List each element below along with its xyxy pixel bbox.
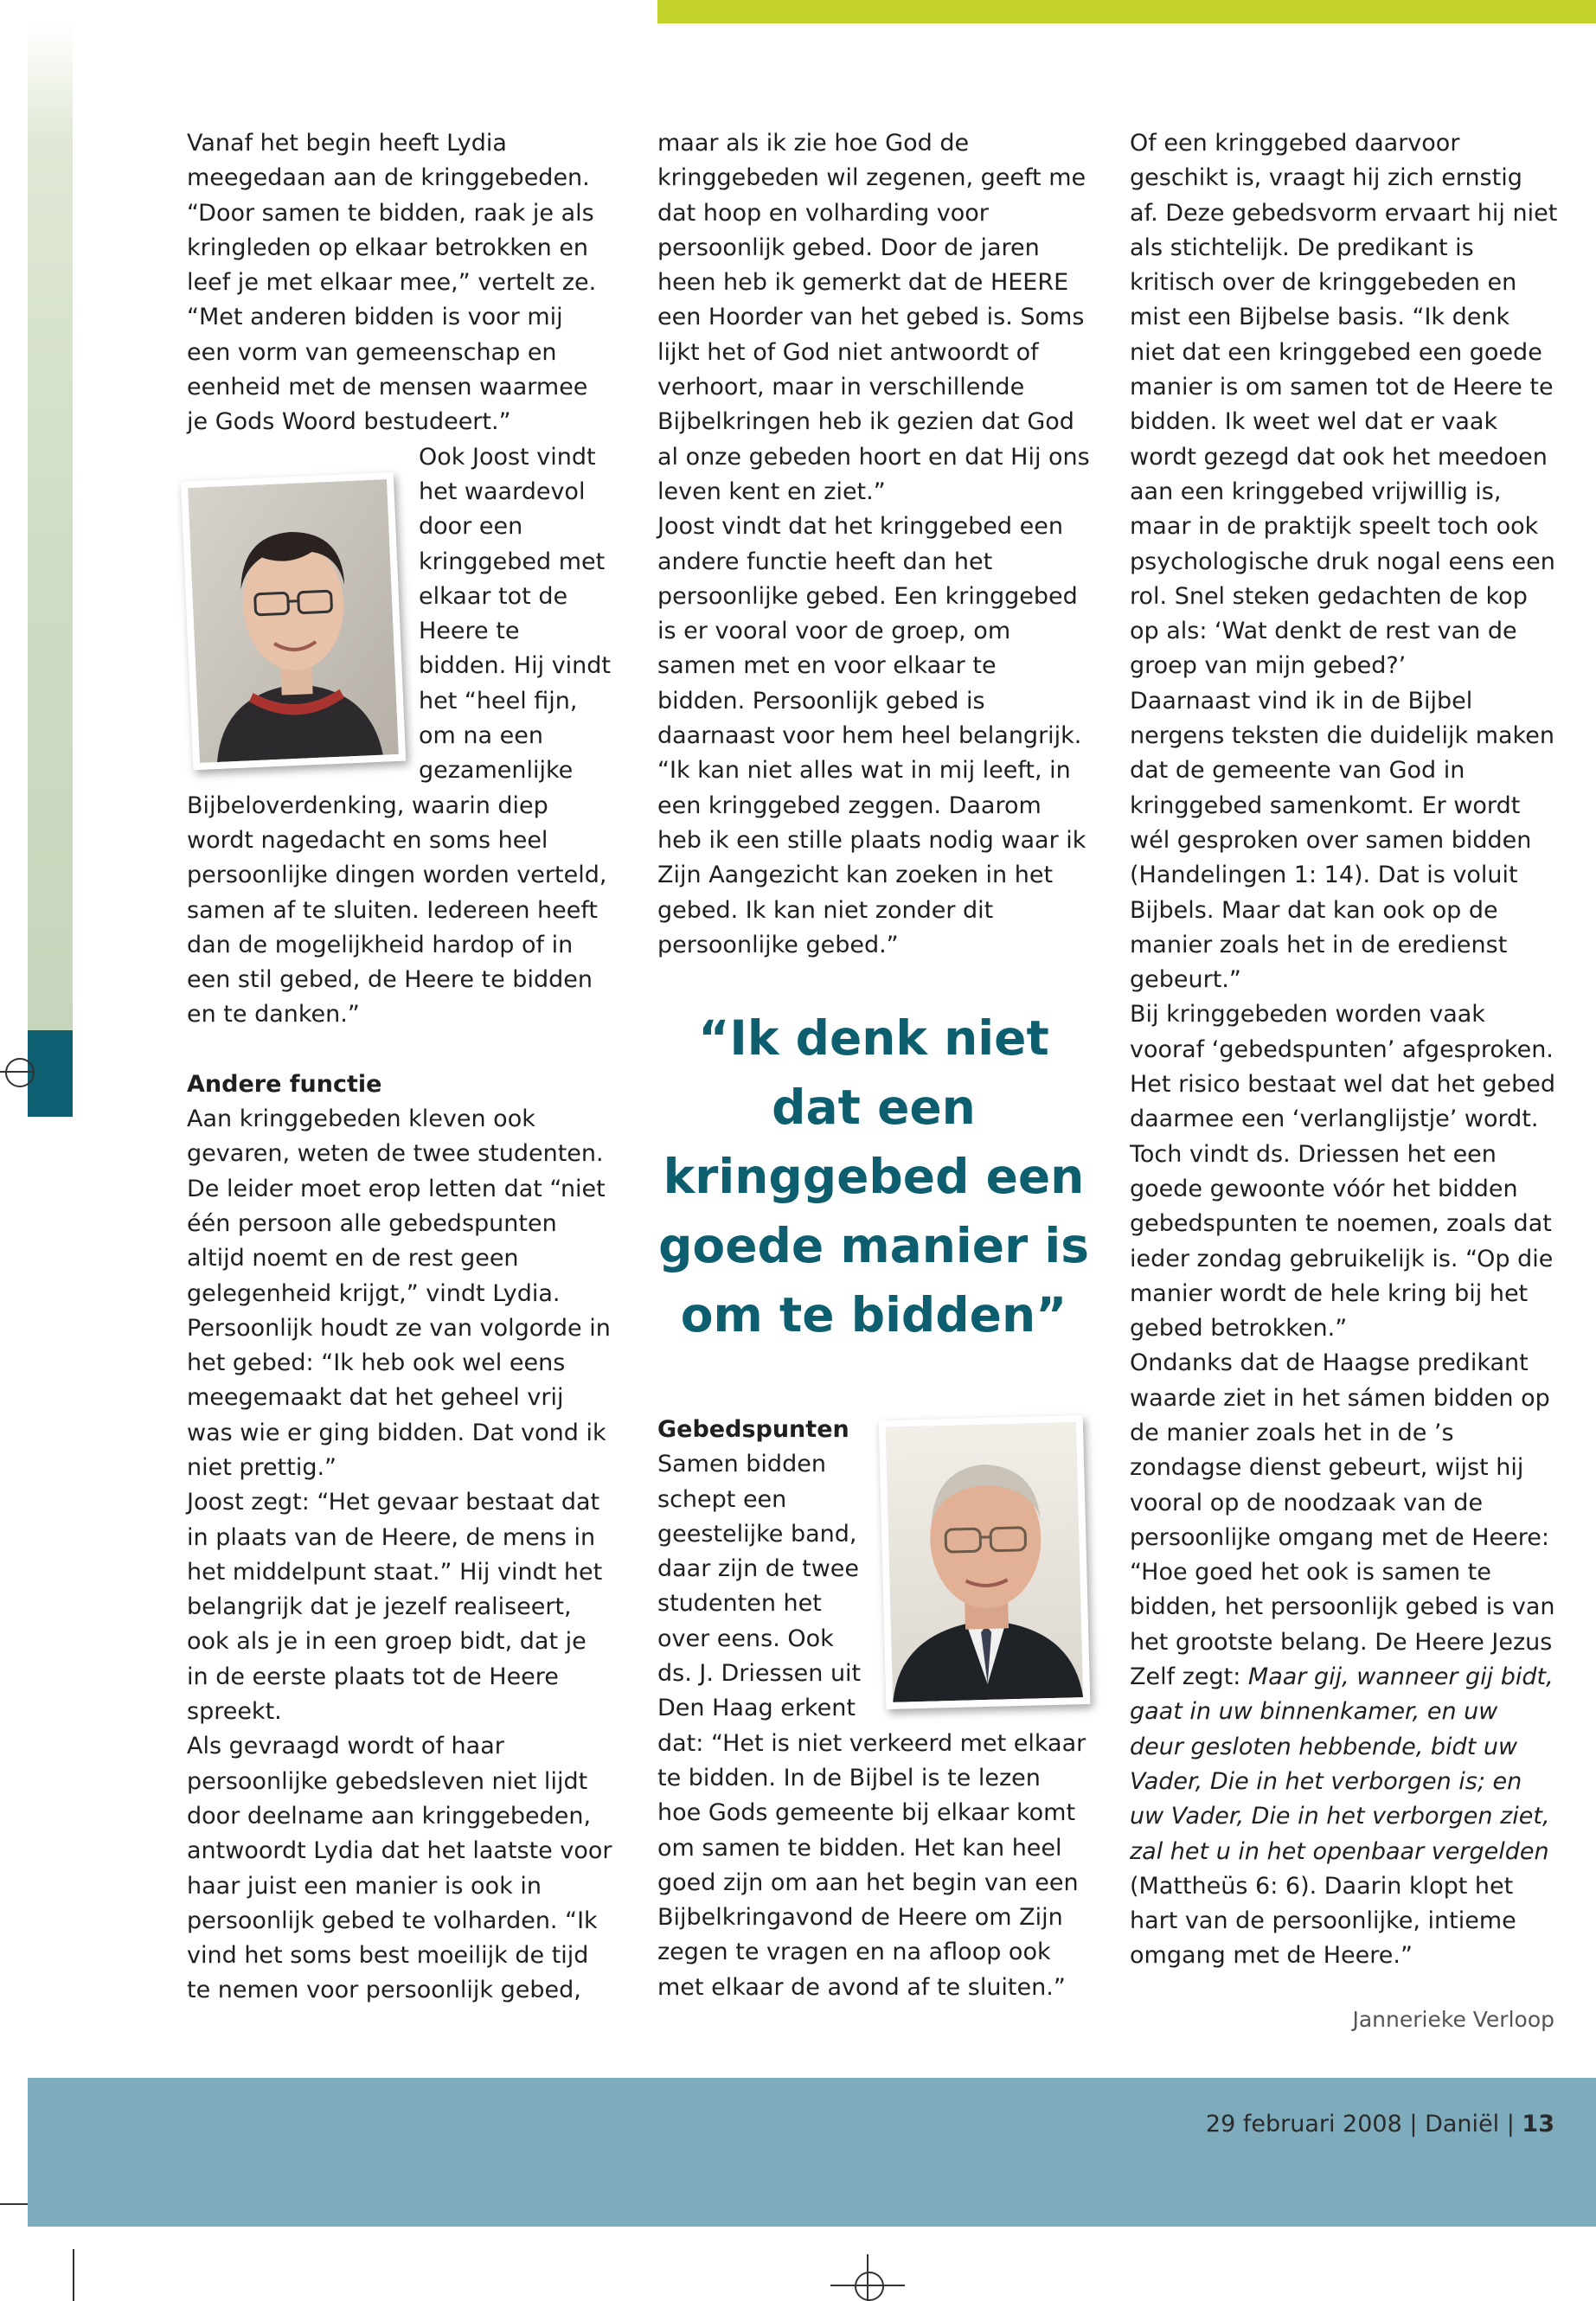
section-heading: Gebedspunten (657, 1416, 849, 1443)
article-column-3 (1130, 126, 1558, 1974)
top-accent-bar (657, 0, 1596, 23)
bible-quote: Maar gij, wanneer gij bidt, gaat in uw binnenkamer, en uw deur gesloten hebbende, bidt uw Vader, Die in het verborgen is; en uw Vader, Die in het verborgen ziet, zal het u in het openbaar vergelden (1130, 1663, 1554, 1865)
paragraph: Bij kringgebeden worden vaak vooraf ‘gebedspunten’ afgesproken. Het risico bestaat wel dat het gebed daarmee een ‘verlanglijstje’ wordt. Toch vindt ds. Driessen het een goede gewoonte vóór het bidden gebedspunten te noemen, zoals dat ieder zondag gebruikelijk is. “Op die manier wordt de hele kring bij het gebed betrokken.” (1130, 1001, 1556, 1343)
paragraph: maar als ik zie hoe God de kringgebeden wil zegenen, geeft me dat hoop en volharding voor persoonlijk gebed. Door de jaren heen heb ik gemerkt dat de HEERE een Hoorder van het gebed is. Soms lijkt het of God niet antwoordt of verhoort, maar in verschillende Bijbelkringen heb ik gezien dat God al onze gebeden hoort en dat Hij ons leven kent en ziet.” (657, 130, 1090, 505)
crop-mark (0, 2203, 28, 2205)
crop-mark (73, 2249, 74, 2301)
footer-folio (1206, 2111, 1554, 2138)
article-column-2 (657, 126, 1090, 963)
driessen-photo (879, 1415, 1091, 1709)
crop-mark (0, 1071, 35, 1073)
paragraph (1130, 1346, 1558, 1973)
separator: | (1409, 2111, 1418, 2138)
paragraph: Daarnaast vind ik in de Bijbel nergens teksten die duidelijk maken dat de gemeente van God in kringgebed samenkomt. Er wordt wél gesproken over samen bidden (Handelingen 1: 14). Dat is voluit Bijbels. Maar dat kan ook op de manier zoals het in de eredienst gebeurt.” (1130, 687, 1554, 994)
article-column-2-lower (657, 1413, 1090, 2005)
pull-quote: “Ik denk niet dat een kringgebed een goede manier is om te bidden” (658, 1010, 1089, 1343)
article-column-1 (187, 126, 612, 2009)
crop-mark (867, 2254, 869, 2301)
paragraph-text: Ondanks dat de Haagse predikant waarde ziet in het sámen bidden op de manier zoals het in de ’s zondagse dienst gebeurt, wijst hij vooral op de noodzaak van de persoonlijke omgang met de Heere: “Hoe goed het ook is samen te bidden, het persoonlijk gebed is van het grootste belang. De Heere Jezus Zelf zegt: (1130, 1349, 1555, 1691)
paragraph: Joost zegt: “Het gevaar bestaat dat in plaats van de Heere, de mens in het middelpunt staat.” Hij vindt het belangrijk dat je jezelf realiseert, ook als je in een groep bidt, dat je in de eerste plaats tot de Heere spreekt. (187, 1489, 603, 1726)
footer-band (28, 2078, 1596, 2227)
paragraph: Samen bidden schept een geestelijke band, daar zijn de twee studenten het over eens. Ook ds. J. Driessen uit Den Haag erkent dat: “Het is niet verkeerd met elkaar te bidden. In de Bijbel is te lezen hoe Gods gemeente bij elkaar komt om samen te bidden. Het kan heel goed zijn om aan het begin van een Bijbelkringavond de Heere om Zijn zegen te vragen en na afloop ook met elkaar de avond af te sluiten.” (657, 1451, 1086, 2001)
separator: | (1506, 2111, 1515, 2138)
paragraph: Of een kringgebed daarvoor geschikt is, vraagt hij zich ernstig af. Deze gebedsvorm ervaart hij niet als stichtelijk. De predikant is kritisch over de kringgebeden en mist een Bijbelse basis. “Ik denk niet dat een kringgebed een goede manier is om samen tot de Heere te bidden. Ik weet wel dat er vaak wordt gezegd dat ook het meedoen aan een kringgebed vrijwillig is, maar in de praktijk speelt toch ook psychologische druk nogal eens een rol. Snel steken gedachten de kop op als: ‘Wat denkt de rest van de groep van mijn gebed?’ (1130, 130, 1558, 680)
sidebar-gradient-strip (28, 24, 73, 1030)
paragraph: Vanaf het begin heeft Lydia meegedaan aan de kringgebeden. “Door samen te bidden, raak je als kringleden op elkaar betrokken en leef je met elkaar mee,” vertelt ze. “Met anderen bidden is voor mij een vorm van gemeenschap en eenheid met de mensen waarmee je Gods Woord bestudeert.” (187, 130, 597, 436)
driessen-portrait-icon (886, 1422, 1083, 1702)
magazine-name: Daniël (1425, 2111, 1500, 2138)
paragraph-text: (Mattheüs 6: 6). Daarin klopt het hart van de persoonlijke, intieme omgang met de Heere.” (1130, 1872, 1516, 1970)
registration-mark-bottom (855, 2272, 884, 2301)
paragraph: Ook Joost vindt het waardevol door een kringgebed met elkaar tot de Heere te bidden. Hij vindt het “heel fijn, om na een gezamenlijke Bijbeloverdenking, waarin diep wordt nagedacht en soms heel persoonlijke dingen worden verteld, samen af te sluiten. Iedereen heeft dan de mogelijkheid hardop of in een stil gebed, de Heere te bidden en te danken.” (187, 443, 612, 1029)
joost-portrait-icon (188, 479, 399, 763)
paragraph: Aan kringgebeden kleven ook gevaren, weten de twee studenten. De leider moet erop letten dat “niet één persoon alle gebedspunten altijd noemt en de rest geen gelegenheid krijgt,” vindt Lydia. Persoonlijk houdt ze van volgorde in het gebed: “Ik heb ook wel eens meegemaakt dat het geheel vrij was wie er ging bidden. Dat vond ik niet prettig.” (187, 1106, 611, 1481)
paragraph: Joost vindt dat het kringgebed een andere functie heeft dan het persoonlijke gebed. Een kringgebed is er vooral voor de groep, om samen met en voor elkaar te bidden. Persoonlijk gebed is daarnaast voor hem heel belangrijk. “Ik kan niet alles wat in mij leeft, in een kringgebed zeggen. Daarom heb ik een stille plaats nodig waar ik Zijn Aangezicht kan zoeken in het gebed. Ik kan niet zonder dit persoonlijke gebed.” (657, 513, 1086, 958)
joost-photo (181, 471, 406, 769)
issue-date: 29 februari 2008 (1205, 2111, 1402, 2138)
paragraph: Als gevraagd wordt of haar persoonlijke gebedsleven niet lijdt door deelname aan kringgebeden, antwoordt Lydia dat het laatste voor haar juist een manier is ook in persoonlijk gebed te volharden. “Ik vind het soms best moeilijk de tijd te nemen voor persoonlijk gebed, (187, 1733, 612, 2004)
author-credit: Jannerieke Verloop (1352, 2007, 1554, 2032)
registration-mark-left (5, 1058, 35, 1087)
section-heading: Andere functie (187, 1070, 382, 1098)
page-number: 13 (1522, 2111, 1554, 2138)
